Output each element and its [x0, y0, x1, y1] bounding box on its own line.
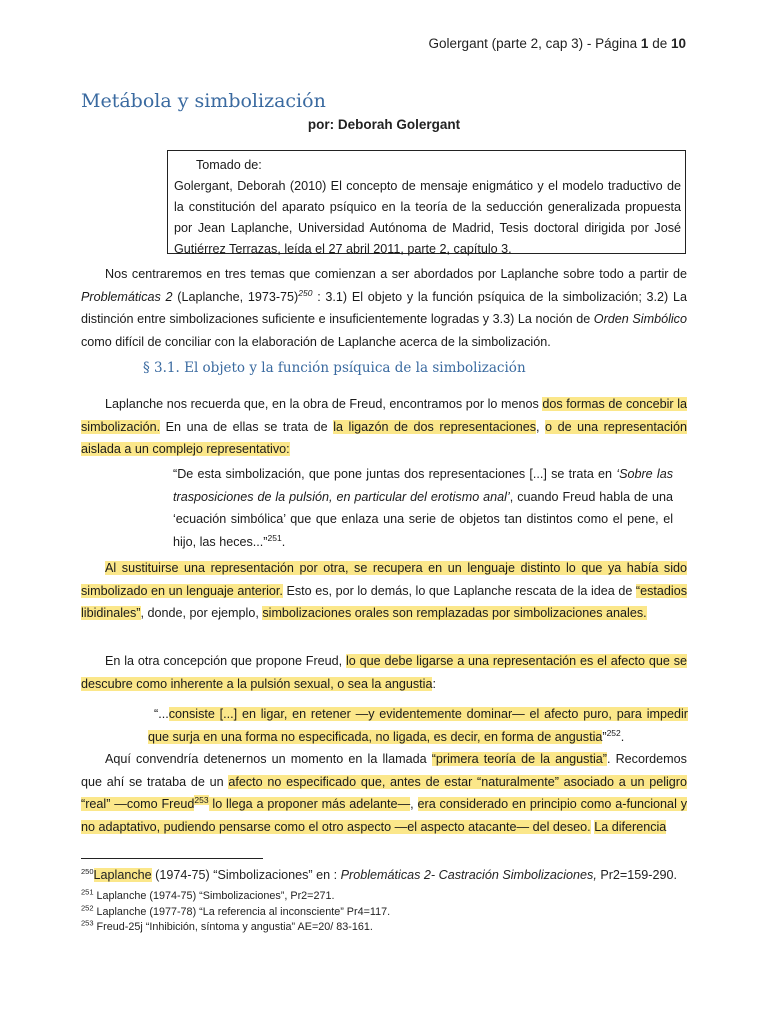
block-quote-1: “De esta simbolización, que pone juntas dos representaciones [...] se trata en ‘Sobre las trasposiciones de la pulsión, en particular del erotismo anal’, cuando Freud habla de una ‘ecuación simbólica’ que que enlaza una serie de objetos tan distintos como el pene, el hijo, las heces...”$^{251}$.: [173, 467, 673, 549]
paragraph-substitution: Al sustituirse una representación por otra, se recupera en un lenguaje distinto lo que ya había sido simbolizado en un lenguaje anterior. Esto es, por lo demás, lo que Laplanche rescata de la idea de “estadios libidinales”, donde, por ejemplo, simbolizaciones orales son remplazadas por simbolizaciones anales.: [81, 561, 688, 620]
source-lead: Tomado de:: [196, 158, 262, 172]
footnote-253: $^{253}$ Freud-25j “Inhibición, síntoma y angustia” AE=20/ 83-161.: [81, 918, 373, 933]
document-title: Metábola y simbolización: [81, 90, 326, 112]
paragraph-other-conception: En la otra concepción que propone Freud, lo que debe ligarse a una representación es el afecto que se descubre como inherente a la pulsión sexual, o sea la angustia:: [81, 654, 688, 691]
page-header: Golergant (parte 2, cap 3) - Página 1 de 10: [428, 36, 686, 51]
footnote-251: $^{251}$ Laplanche (1974-75) “Simbolizaciones”, Pr2=271.: [81, 887, 335, 902]
block-quote-2: “...consiste [...] en ligar, en retener —y evidentemente dominar— el afecto puro, para impedir que surja en una forma no especificada, no ligada, es decir, en forma de angustia”$^{252}$.: [148, 707, 688, 744]
footnote-250: $^{250}$Laplanche (1974-75) “Simbolizaciones” en : Problemáticas 2- Castración Simbolizaciones, Pr2=159-290.: [81, 866, 677, 882]
intro-paragraph: Nos centraremos en tres temas que comienzan a ser abordados por Laplanche sobre todo a partir de Problemáticas 2 (Laplanche, 1973-75)$^{250}$ : 3.1) El objeto y la función psíquica de la simbolización; 3.2) La distinción entre simbolizaciones suficiente e insuficientemente logradas y 3.3) La noción de Orden Simbólico como difícil de conciliar con la elaboración de Laplanche acerca de la simbolización.: [81, 267, 687, 349]
author-byline: por: Deborah Golergant: [307, 117, 461, 132]
footnote-separator: [81, 858, 263, 859]
paragraph-first-theory: Aquí convendría detenernos un momento en la llamada “primera teoría de la angustia”. Recordemos que ahí se trataba de un afecto no especificado que, antes de estar “naturalmente” asociado a un peligro “real” —como Freud$^{253}$ lo llega a proponer más adelante—, era considerado en principio como a-funcional y no adaptativo, pudiendo pensarse como el otro aspecto —el aspecto atacante— del deseo. La diferencia: [81, 752, 688, 834]
footnote-252: $^{252}$ Laplanche (1977-78) “La referencia al inconsciente” Pr4=117.: [81, 903, 391, 918]
section-heading: § 3.1. El objeto y la función psíquica de la simbolización: [143, 360, 526, 376]
paragraph-two-forms: Laplanche nos recuerda que, en la obra de Freud, encontramos por lo menos dos formas de concebir la simbolización. En una de ellas se trata de la ligazón de dos representaciones, o de una representación aislada a un complejo representativo:: [81, 397, 687, 456]
source-box: [167, 150, 686, 254]
source-citation: Golergant, Deborah (2010) El concepto de mensaje enigmático y el modelo traductivo de la constitución del aparato psíquico en la teoría de la seducción generalizada propuesta por Jean Laplanche, Universidad Autónoma de Madrid, Tesis doctoral dirigida por José Gutiérrez Terrazas, leída el 27 abril 2011, parte 2, capítulo 3.: [174, 179, 681, 256]
